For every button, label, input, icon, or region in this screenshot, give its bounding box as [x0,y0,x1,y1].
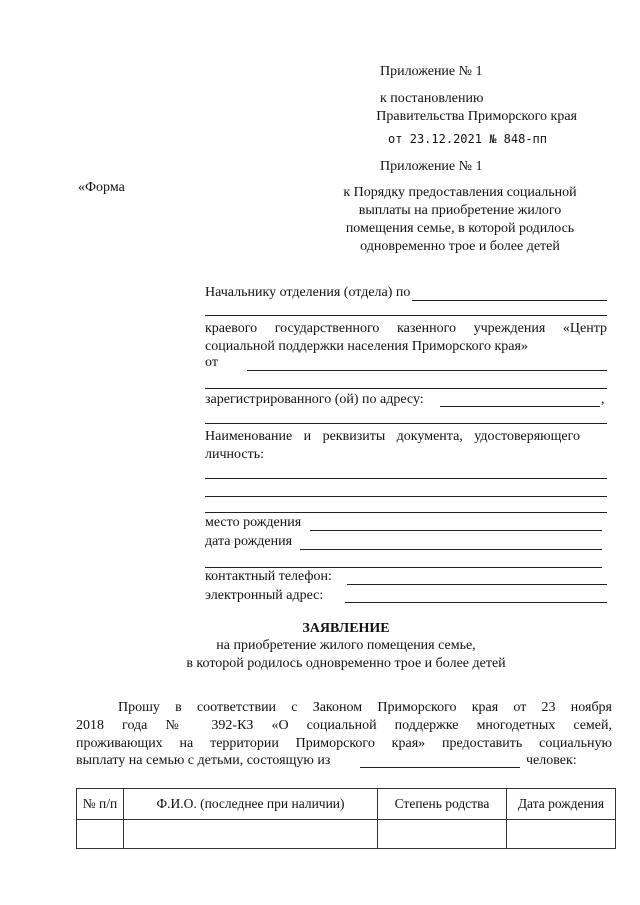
head-of-label: Начальнику отделения (отдела) по [205,285,411,300]
appendix-2-label: Приложение № 1 [380,159,483,174]
table-header-row [77,789,616,820]
address-comma: , [601,392,605,407]
procedure-line: помещения семье, в которой родилось [345,221,575,236]
procedure-line: к Порядку предоставления социальной [343,185,577,200]
email-field-line[interactable] [345,602,607,603]
appendix-1-label: Приложение № 1 [380,64,483,79]
id-doc-field-line-2[interactable] [205,496,607,497]
address-field-line[interactable] [440,406,600,407]
birthdate-label: дата рождения [205,534,293,549]
head-of-field-line-2[interactable] [205,315,607,316]
from-field-line[interactable] [247,370,607,371]
table-header-name: Ф.И.О. (последнее при наличии) [124,789,378,820]
id-doc-field-line-3[interactable] [205,512,607,513]
table-cell[interactable] [124,820,378,849]
procedure-line: выплаты на приобретение жилого [358,203,562,218]
institution-text: краевого государственного казенного учреждения «Центр социальной поддержки населения Приморского края» [205,321,607,354]
document-subtitle-2: в которой родилось одновременно трое и более детей [186,656,506,671]
form-label: «Форма [78,180,125,195]
from-label: от [205,355,218,370]
document-title: ЗАЯВЛЕНИЕ [302,621,390,636]
body-line-3: проживающих на территории Приморского края» предоставить социальную [76,736,612,751]
table-header-relation: Степень родства [378,789,507,820]
resolution-date-number: от 23.12.2021 № 848-пп [388,132,547,146]
registered-label: зарегистрированного (ой) по адресу: [205,392,424,407]
table-header-number: № п/п [77,789,124,820]
from-field-line-2[interactable] [205,388,607,389]
table-row [77,820,616,849]
table-cell[interactable] [77,820,124,849]
family-size-field-line[interactable] [360,767,520,768]
phone-field-line[interactable] [347,584,607,585]
id-doc-label: Наименование и реквизиты документа, удостоверяющего личность: [205,429,580,462]
government-label: Правительства Приморского края [376,109,577,124]
id-doc-field-line-1[interactable] [205,478,607,479]
body-line-4b: человек: [526,753,577,768]
birthdate-field-line[interactable] [300,549,602,550]
birthplace-label: место рождения [205,515,302,530]
table-header-birthdate: Дата рождения [507,789,616,820]
document-subtitle-1: на приобретение жилого помещения семье, [216,638,476,653]
address-field-line-2[interactable] [205,423,607,424]
body-line-1: Прошу в соответствии с Законом Приморского края от 23 ноября [118,700,612,715]
phone-label: контактный телефон: [205,569,332,584]
email-label: электронный адрес: [205,588,324,603]
table-cell[interactable] [507,820,616,849]
birthdate-field-line-2[interactable] [205,567,602,568]
head-of-field-line[interactable] [412,300,607,301]
body-line-4a: выплату на семью с детьми, состоящую из [76,753,331,768]
procedure-line: одновременно трое и более детей [360,239,560,254]
procedure-block [320,184,600,256]
birthplace-field-line[interactable] [310,530,602,531]
family-members-table [76,788,616,849]
body-line-2: 2018 года № 392-КЗ «О социальной поддержке многодетных семей, [76,718,612,733]
to-resolution-label: к постановлению [380,91,484,106]
table-cell[interactable] [378,820,507,849]
